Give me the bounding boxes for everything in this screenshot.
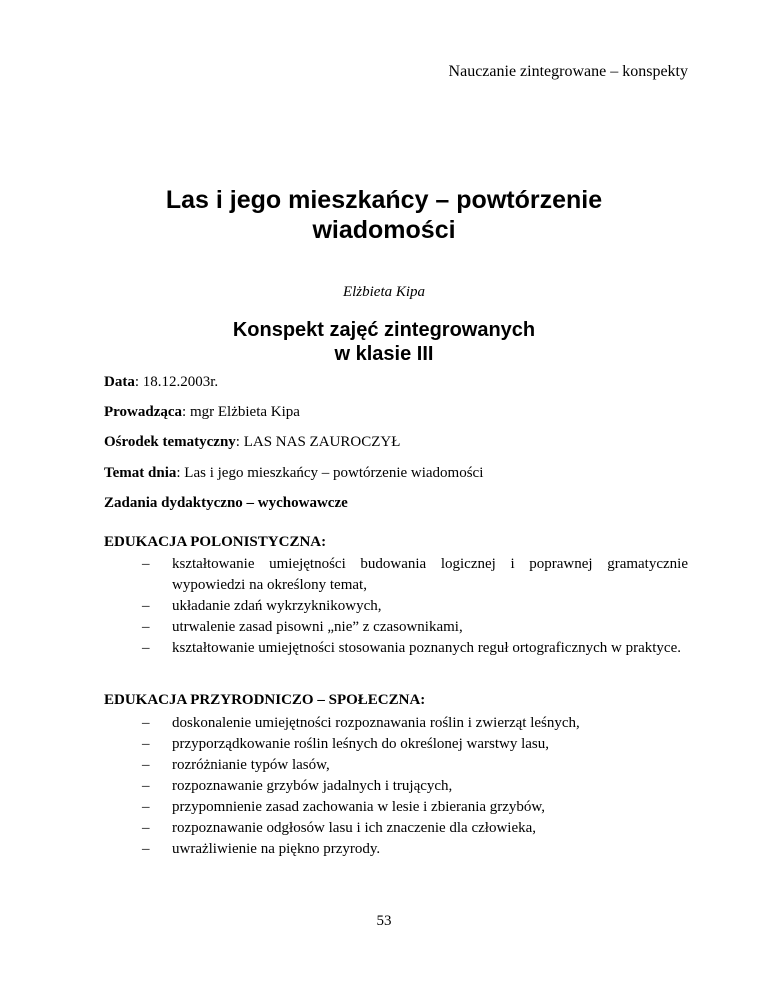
- meta-topic-value: : Las i jego mieszkańcy – powtórzenie wiadomości: [176, 465, 484, 481]
- meta-center-label: Ośrodek tematyczny: [104, 434, 236, 450]
- meta-teacher-value: : mgr Elżbieta Kipa: [182, 404, 300, 420]
- list-item: [104, 617, 688, 638]
- page-number: 53: [376, 913, 392, 929]
- dash-bullet: –: [142, 556, 150, 572]
- dash-bullet: –: [142, 757, 150, 773]
- list-item-text: kształtowanie umiejętności budowania logicznej i poprawnej gramatycznie wypowiedzi na określony temat,: [172, 556, 688, 593]
- meta-teacher: [104, 404, 300, 421]
- author: Elżbieta Kipa: [342, 284, 426, 300]
- meta-center: [104, 434, 400, 451]
- dash-bullet: –: [142, 736, 150, 752]
- meta-tasks: [104, 495, 348, 512]
- list-item: [104, 839, 688, 860]
- dash-bullet: –: [142, 778, 150, 794]
- dash-bullet: –: [142, 640, 150, 656]
- meta-date-value: : 18.12.2003r.: [134, 374, 219, 390]
- dash-bullet: –: [142, 841, 150, 857]
- list-item-text: rozróżnianie typów lasów,: [172, 757, 330, 773]
- dash-bullet: –: [142, 820, 150, 836]
- list-item: [104, 596, 688, 617]
- subtitle-line-1: Konspekt zajęć zintegrowanych: [232, 319, 536, 341]
- section-heading-nature: EDUKACJA PRZYRODNICZO – SPOŁECZNA:: [104, 692, 426, 708]
- section-list-polish: [104, 554, 688, 659]
- list-item-text: uwrażliwienie na piękno przyrody.: [172, 841, 381, 857]
- running-header: Nauczanie zintegrowane – konspekty: [448, 63, 688, 80]
- list-item: [104, 776, 688, 797]
- section-list-nature: [104, 713, 688, 860]
- dash-bullet: –: [142, 799, 150, 815]
- meta-center-value: : LAS NAS ZAUROCZYŁ: [235, 434, 401, 450]
- list-item: [104, 713, 688, 734]
- list-item: [104, 755, 688, 776]
- title-line-2: wiadomości: [312, 216, 456, 244]
- list-item-text: rozpoznawanie grzybów jadalnych i trujących,: [172, 778, 453, 794]
- list-item: [104, 638, 688, 659]
- list-item-text: utrwalenie zasad pisowni „nie” z czasownikami,: [172, 619, 463, 635]
- list-item-text: układanie zdań wykrzyknikowych,: [172, 598, 382, 614]
- meta-tasks-label: Zadania dydaktyczno – wychowawcze: [104, 495, 348, 511]
- document-title: [0, 185, 768, 245]
- list-item-text: rozpoznawanie odgłosów lasu i ich znaczenie dla człowieka,: [172, 820, 537, 836]
- meta-date-label: Data: [104, 374, 135, 390]
- list-item: [104, 797, 688, 818]
- list-item-text: przypomnienie zasad zachowania w lesie i zbierania grzybów,: [172, 799, 546, 815]
- list-item: [104, 554, 688, 596]
- subtitle-line-2: w klasie III: [334, 343, 434, 365]
- list-item: [104, 818, 688, 839]
- list-item-text: przyporządkowanie roślin leśnych do określonej warstwy lasu,: [172, 736, 549, 752]
- meta-topic-label: Temat dnia: [104, 465, 177, 481]
- dash-bullet: –: [142, 619, 150, 635]
- section-heading-polish: EDUKACJA POLONISTYCZNA:: [104, 534, 327, 550]
- list-item-text: doskonalenie umiejętności rozpoznawania roślin i zwierząt leśnych,: [172, 715, 580, 731]
- list-item-text: kształtowanie umiejętności stosowania poznanych reguł ortograficznych w praktyce.: [172, 640, 681, 656]
- meta-topic: [104, 465, 483, 482]
- dash-bullet: –: [142, 598, 150, 614]
- meta-teacher-label: Prowadząca: [104, 404, 183, 420]
- document-subtitle: [0, 318, 768, 366]
- meta-date: [104, 374, 218, 391]
- list-item: [104, 734, 688, 755]
- dash-bullet: –: [142, 715, 150, 731]
- title-line-1: Las i jego mieszkańcy – powtórzenie: [165, 186, 603, 214]
